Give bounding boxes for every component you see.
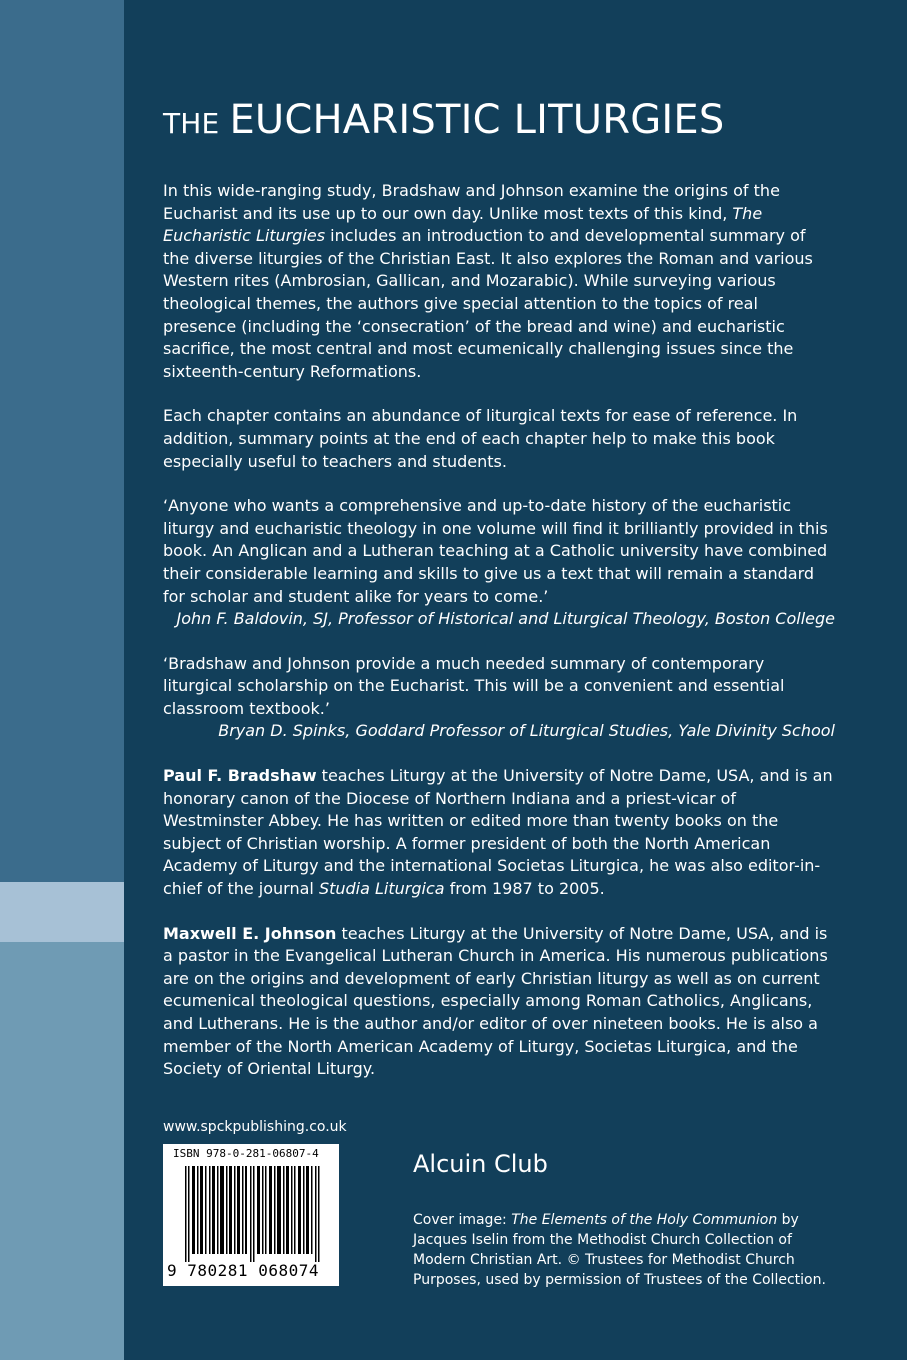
credit-text: by Jacques Iselin from the Methodist Church Collection of Modern Christian Art. © Trustees for Methodist Church Purposes, used by permission of Trustees of the Collection. bbox=[413, 1212, 826, 1288]
author-bio-text: teaches Liturgy at the University of Notre Dame, USA, and is an honorary canon of the Diocese of Northern Indiana and a priest-vicar of Westminster Abbey. He has written or edited more than twenty books on the subject of Christian worship. A former president of both the North American Academy of Liturgy and the international Societas Liturgica, he was also editor-in-chief of the journal bbox=[163, 766, 833, 899]
imprint-name: Alcuin Club bbox=[413, 1150, 548, 1178]
spine-band-light bbox=[0, 882, 124, 942]
description-paragraph-1 bbox=[163, 180, 835, 383]
credit-prefix: Cover image: bbox=[413, 1212, 512, 1228]
author-name: Maxwell E. Johnson bbox=[163, 923, 337, 943]
book-title-italic: The Eucharistic Liturgies bbox=[163, 203, 763, 246]
endorsement-attribution-2: Bryan D. Spinks, Goddard Professor of Liturgical Studies, Yale Divinity School bbox=[218, 721, 835, 741]
spine-color-bands bbox=[0, 0, 124, 1360]
endorsement-attribution-1: John F. Baldovin, SJ, Professor of Historical and Liturgical Theology, Boston College bbox=[176, 609, 835, 629]
endorsement-quote-1: ‘Anyone who wants a comprehensive and up-to-date history of the eucharistic liturgy and eucharistic theology in one volume will find it brilliantly provided in this book. An Anglican and a Lutheran teaching at a Catholic university have combined their considerable learning and skills to give us a text that will remain a standard for scholar and student alike for years to come.’ bbox=[163, 496, 828, 606]
spine-band-dark bbox=[0, 0, 124, 882]
author-bio-text: from 1987 to 2005. bbox=[444, 879, 605, 899]
author-name: Paul F. Bradshaw bbox=[163, 766, 317, 786]
title-prefix: THE bbox=[163, 107, 220, 140]
endorsement-quote-2: ‘Bradshaw and Johnson provide a much needed summary of contemporary liturgical scholarship on the Eucharist. This will be a convenient and essential classroom textbook.’ bbox=[163, 653, 785, 718]
publisher-website: www.spckpublishing.co.uk bbox=[163, 1119, 347, 1135]
author-bio-text: teaches Liturgy at the University of Notre Dame, USA, and is a pastor in the Evangelical Lutheran Church in America. His numerous publications are on the origins and development of early Christian liturgy as well as on current ecumenical theological questions, especially among Roman Catholics, Anglicans, and Lutherans. He is the author and/or editor of over nineteen books. He is also a member of the North American Academy of Liturgy, Societas Liturgica, and the Society of Oriental Liturgy. bbox=[163, 923, 828, 1079]
description-text: includes an introduction to and developmental summary of the diverse liturgies of the Christian East. It also explores the Roman and various Western rites (Ambrosian, Gallican, and Mozarabic). While surveying various theological themes, the authors give special attention to the topics of real presence (including the ‘consecration’ of the bread and wine) and eucharistic sacrifice, the most central and most ecumenically challenging issues since the sixteenth-century Reformations. bbox=[163, 226, 813, 381]
blurb-content bbox=[163, 180, 835, 1103]
description-text: In this wide-ranging study, Bradshaw and Johnson examine the origins of the Eucharist and its use up to our own day. Unlike most texts of this kind, bbox=[163, 181, 780, 223]
book-title bbox=[163, 96, 724, 148]
description-paragraph-2: Each chapter contains an abundance of liturgical texts for ease of reference. In addition, summary points at the end of each chapter help to make this book especially useful to teachers and students. bbox=[163, 406, 798, 471]
journal-title: Studia Liturgica bbox=[318, 879, 445, 899]
isbn-barcode bbox=[163, 1144, 339, 1286]
title-main: EUCHARISTIC LITURGIES bbox=[229, 97, 725, 143]
spine-band-medium bbox=[0, 942, 124, 1360]
isbn-label: ISBN 978-0-281-06807-4 bbox=[173, 1147, 319, 1160]
author-bio-bradshaw bbox=[163, 765, 835, 901]
author-bio-johnson bbox=[163, 923, 835, 1081]
barcode-digits: 9 780281 068074 bbox=[167, 1261, 319, 1280]
barcode-icon bbox=[185, 1166, 325, 1262]
artwork-title: The Elements of the Holy Communion bbox=[511, 1212, 778, 1228]
cover-image-credit bbox=[413, 1210, 833, 1290]
